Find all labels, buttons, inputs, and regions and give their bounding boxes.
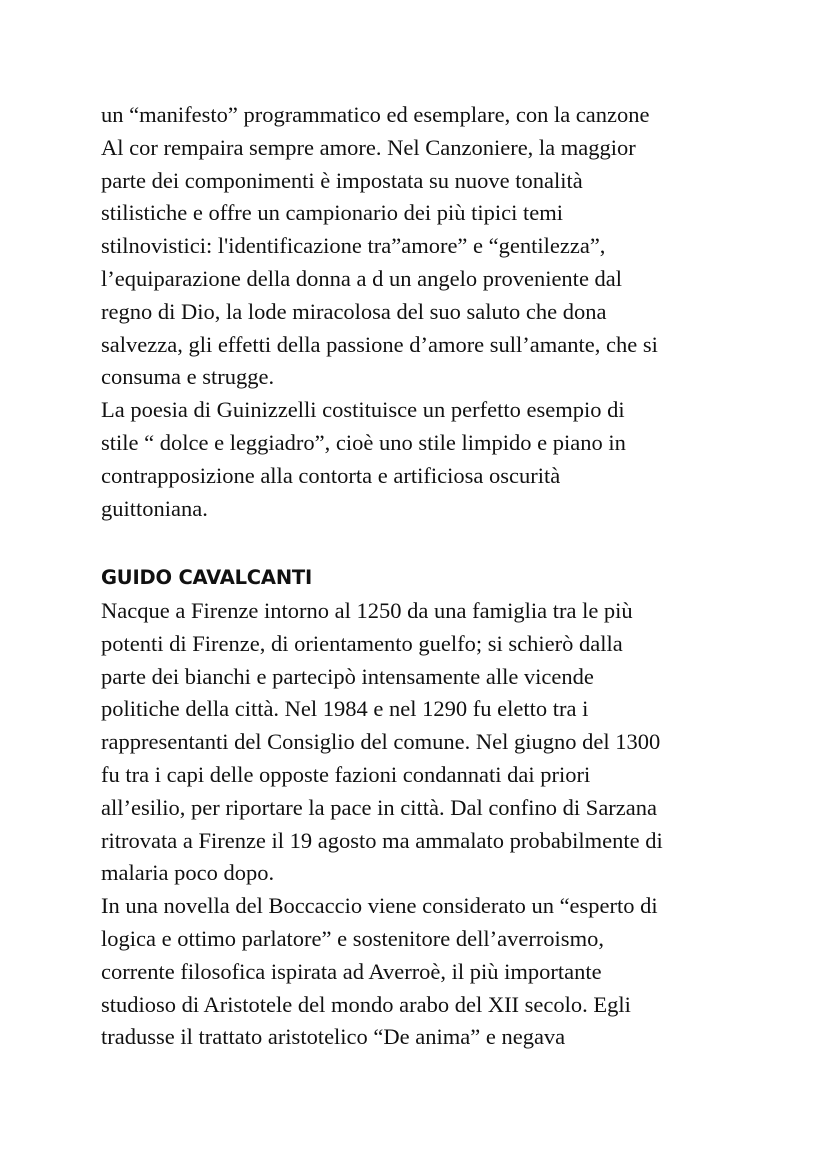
text-line: guittoniana. xyxy=(101,495,208,521)
text-line: Nacque a Firenze intorno al 1250 da una famiglia tra le più xyxy=(101,597,633,623)
paragraph-guinizzelli xyxy=(101,99,801,525)
paragraph-cavalcanti xyxy=(101,595,801,1054)
text-line: all’esilio, per riportare la pace in città. Dal confino di Sarzana xyxy=(101,794,658,820)
text-line: La poesia di Guinizzelli costituisce un perfetto esempio di xyxy=(101,397,625,423)
text-line: In una novella del Boccaccio viene considerato un “esperto di xyxy=(101,893,658,919)
text-line: consuma e strugge. xyxy=(101,364,275,390)
text-line: regno di Dio, la lode miracolosa del suo saluto che dona xyxy=(101,298,607,324)
text-line: ritrovata a Firenze il 19 agosto ma ammalato probabilmente di xyxy=(101,827,663,853)
text-line: studioso di Aristotele del mondo arabo del XII secolo. Egli xyxy=(101,991,631,1017)
text-line: Al cor rempaira sempre amore. Nel Canzoniere, la maggior xyxy=(101,134,636,160)
document-page xyxy=(101,99,801,1054)
text-line: salvezza, gli effetti della passione d’amore sull’amante, che si xyxy=(101,331,658,357)
text-line: contrapposizione alla contorta e artificiosa oscurità xyxy=(101,462,561,488)
text-line: un “manifesto” programmatico ed esemplare, con la canzone xyxy=(101,102,650,127)
section-heading: GUIDO CAVALCANTI xyxy=(101,566,313,590)
text-line: corrente filosofica ispirata ad Averroè, il più importante xyxy=(101,958,602,984)
text-line: potenti di Firenze, di orientamento guelfo; si schierò dalla xyxy=(101,630,623,656)
text-line: l’equiparazione della donna a d un angelo proveniente dal xyxy=(101,265,623,291)
text-line: malaria poco dopo. xyxy=(101,860,275,886)
text-line: stile “ dolce e leggiadro”, cioè uno stile limpido e piano in xyxy=(101,429,626,455)
paragraph-spacer xyxy=(101,525,801,558)
text-line: logica e ottimo parlatore” e sostenitore dell’averroismo, xyxy=(101,925,604,951)
text-line: politiche della città. Nel 1984 e nel 1290 fu eletto tra i xyxy=(101,696,589,722)
text-line: rappresentanti del Consiglio del comune. Nel giugno del 1300 xyxy=(101,729,661,755)
text-line: fu tra i capi delle opposte fazioni condannati dai priori xyxy=(101,761,591,787)
text-line: stilistiche e offre un campionario dei più tipici temi xyxy=(101,200,563,226)
text-line: parte dei componimenti è impostata su nuove tonalità xyxy=(101,167,583,193)
text-line: stilnovistici: l'identificazione tra”amore” e “gentilezza”, xyxy=(101,233,606,259)
text-line: tradusse il trattato aristotelico “De anima” e negava xyxy=(101,1024,566,1050)
text-line: parte dei bianchi e partecipò intensamente alle vicende xyxy=(101,663,594,689)
